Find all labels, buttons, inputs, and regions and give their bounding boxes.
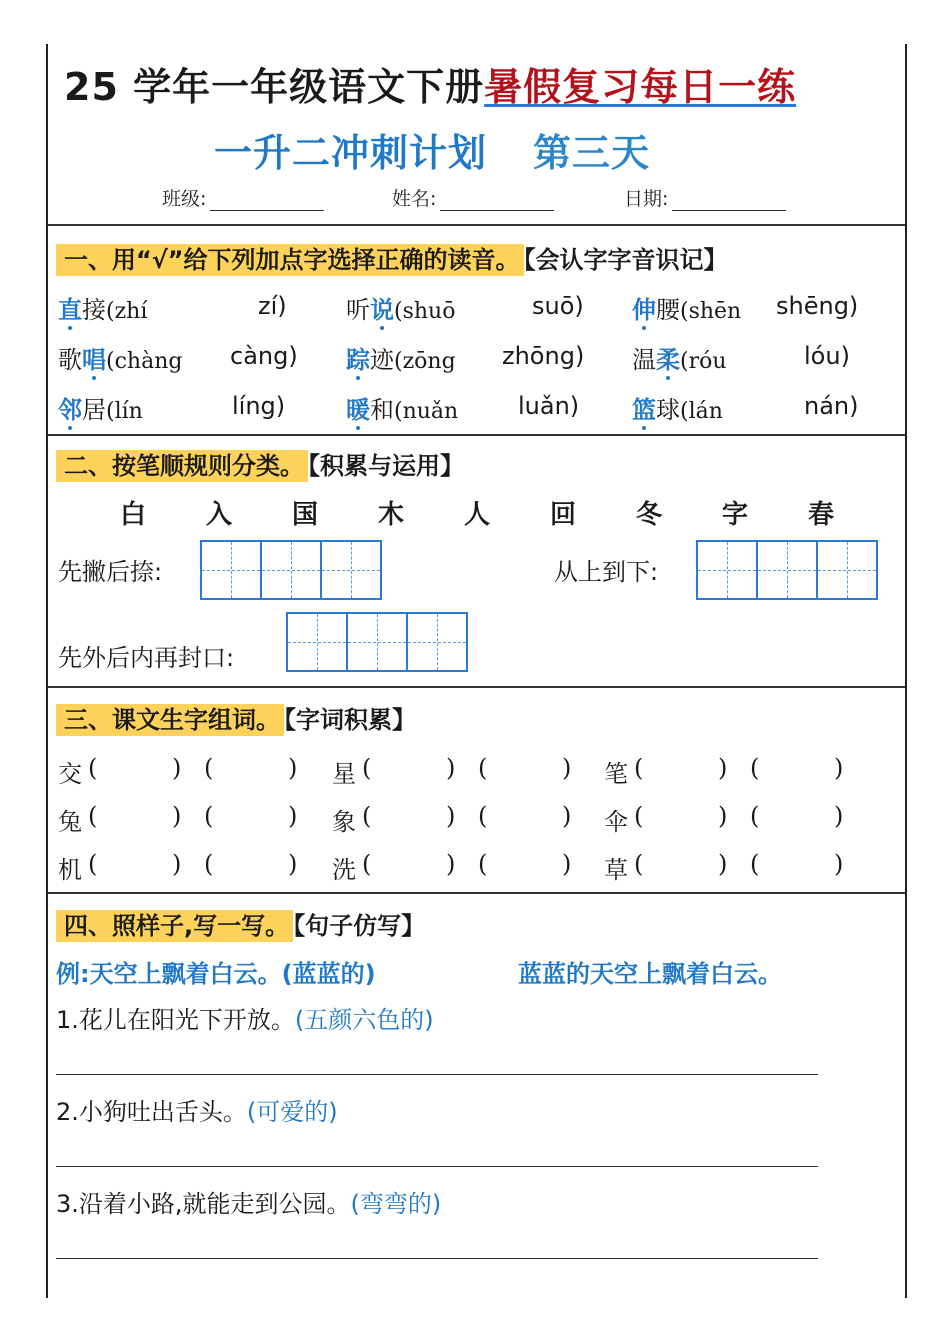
pinyin-option-b[interactable]: nán) — [804, 392, 859, 420]
answer-line-1[interactable] — [56, 1074, 818, 1075]
pinyin-item: 听说(shuō — [346, 296, 456, 324]
word-blank-close: ) — [562, 850, 572, 878]
pinyin-option-b[interactable]: suō) — [532, 292, 584, 320]
word-blank-close: ) — [172, 802, 182, 830]
word-char: 机 — [58, 856, 82, 884]
date-label: 日期: — [624, 188, 669, 210]
plan-name: 一升二冲刺计划 — [214, 131, 488, 175]
example-sentence: 天空上飘着白云。 — [89, 960, 282, 988]
grid-cell[interactable] — [698, 542, 758, 598]
stroke-char: 白 — [120, 500, 147, 530]
word-blank-open[interactable]: ( — [634, 850, 644, 878]
stroke-char: 字 — [722, 500, 749, 530]
pinyin-option-b[interactable]: zí) — [258, 292, 287, 320]
word-char: 交 — [58, 760, 82, 788]
writing-grid-3[interactable] — [286, 612, 468, 672]
word-char: 草 — [604, 856, 628, 884]
stroke-char: 入 — [206, 500, 233, 530]
title-main: 25 学年一年级语文下册 — [64, 65, 485, 109]
section2-tag: 【积累与运用】 — [308, 452, 464, 480]
rule-label-1: 先撇后捺: — [58, 558, 163, 586]
question-text: 2.小狗吐出舌头。 — [56, 1098, 247, 1126]
word-blank-open[interactable]: ( — [478, 850, 488, 878]
pinyin-option-b[interactable]: càng) — [230, 342, 298, 370]
word-blank-open[interactable]: ( — [204, 850, 214, 878]
word-char: 星 — [332, 760, 356, 788]
question-text: 3.沿着小路,就能走到公园。 — [56, 1190, 351, 1218]
grid-cell[interactable] — [758, 542, 818, 598]
example-hint: (蓝蓝的) — [281, 960, 376, 988]
question-3 — [56, 1184, 441, 1219]
section3-title: 三、课文生字组词。 — [56, 704, 284, 736]
pinyin-option-a[interactable]: (shēn — [680, 299, 742, 324]
section1-tag: 【会认字字音识记】 — [523, 246, 728, 274]
section4-title: 四、照样子,写一写。 — [56, 910, 293, 942]
pinyin-item: 篮球(lán — [632, 396, 723, 424]
name-label: 姓名: — [392, 188, 437, 210]
pinyin-item: 直接(zhí — [58, 296, 148, 324]
section2-heading — [56, 446, 464, 481]
day-label: 第三天 — [533, 131, 651, 175]
word-blank-close: ) — [718, 802, 728, 830]
word-blank-close: ) — [446, 850, 456, 878]
writing-grid-1[interactable] — [200, 540, 382, 600]
worksheet-subtitle — [214, 122, 650, 177]
word-blank-open[interactable]: ( — [204, 802, 214, 830]
pinyin-item: 歌唱(chàng — [58, 346, 183, 374]
date-field[interactable] — [624, 184, 786, 211]
pinyin-item: 伸腰(shēn — [632, 296, 742, 324]
word-blank-close: ) — [834, 802, 844, 830]
word-blank-open[interactable]: ( — [88, 802, 98, 830]
answer-line-2[interactable] — [56, 1166, 818, 1167]
word-blank-open[interactable]: ( — [750, 754, 760, 782]
date-blank[interactable] — [672, 192, 786, 211]
pinyin-item: 温柔(róu — [632, 346, 727, 374]
grid-cell[interactable] — [262, 542, 322, 598]
word-blank-open[interactable]: ( — [362, 802, 372, 830]
stroke-char: 冬 — [636, 500, 663, 530]
class-label: 班级: — [162, 188, 207, 210]
section1-title: 一、用“√”给下列加点字选择正确的读音。 — [56, 244, 524, 276]
word-blank-close: ) — [288, 850, 298, 878]
worksheet — [46, 44, 907, 1298]
word-char: 洗 — [332, 856, 356, 884]
word-blank-open[interactable]: ( — [634, 754, 644, 782]
divider — [48, 434, 905, 436]
pinyin-item: 邻居(lín — [58, 396, 143, 424]
word-blank-close: ) — [172, 754, 182, 782]
rule-label-3: 先外后内再封口: — [58, 644, 235, 672]
word-char: 象 — [332, 808, 356, 836]
divider — [48, 892, 905, 894]
grid-cell[interactable] — [322, 542, 380, 598]
pinyin-option-a[interactable]: (lín — [106, 399, 143, 424]
example-label: 例: — [56, 960, 90, 988]
word-blank-open[interactable]: ( — [478, 802, 488, 830]
pinyin-option-a[interactable]: (zhí — [106, 299, 148, 324]
grid-cell[interactable] — [408, 614, 466, 670]
pinyin-option-a[interactable]: (lán — [680, 399, 723, 424]
word-blank-close: ) — [834, 754, 844, 782]
question-hint: (弯弯的) — [350, 1190, 442, 1218]
grid-cell[interactable] — [348, 614, 408, 670]
pinyin-option-b[interactable]: shēng) — [776, 292, 859, 320]
writing-grid-2[interactable] — [696, 540, 878, 600]
word-blank-open[interactable]: ( — [88, 850, 98, 878]
word-blank-close: ) — [446, 754, 456, 782]
word-blank-close: ) — [834, 850, 844, 878]
word-blank-close: ) — [446, 802, 456, 830]
stroke-char: 春 — [808, 500, 835, 530]
stroke-char: 国 — [292, 500, 319, 530]
pinyin-option-a[interactable]: (zōng — [394, 349, 456, 374]
section3-heading — [56, 700, 416, 735]
divider — [48, 686, 905, 688]
question-text: 1.花儿在阳光下开放。 — [56, 1006, 295, 1034]
title-highlight: 暑假复习每日一练 — [484, 65, 797, 109]
grid-cell[interactable] — [818, 542, 876, 598]
word-blank-open[interactable]: ( — [750, 850, 760, 878]
name-blank[interactable] — [440, 192, 554, 211]
grid-cell[interactable] — [288, 614, 348, 670]
pinyin-item: 暖和(nuǎn — [346, 396, 459, 424]
class-field[interactable] — [162, 184, 324, 211]
stroke-char: 木 — [378, 500, 405, 530]
class-blank[interactable] — [210, 192, 324, 211]
word-blank-close: ) — [288, 802, 298, 830]
pinyin-option-a[interactable]: (róu — [680, 349, 727, 374]
section4-heading — [56, 906, 425, 941]
question-hint: (五颜六色的) — [294, 1006, 434, 1034]
section1-heading — [56, 240, 728, 275]
stroke-char: 回 — [550, 500, 577, 530]
example-line — [56, 954, 376, 989]
word-char: 笔 — [604, 760, 628, 788]
pinyin-option-b[interactable]: lóu) — [804, 342, 850, 370]
pinyin-option-b[interactable]: zhōng) — [502, 342, 585, 370]
pinyin-option-a[interactable]: (chàng — [106, 349, 183, 374]
section2-title: 二、按笔顺规则分类。 — [56, 450, 308, 482]
word-blank-open[interactable]: ( — [88, 754, 98, 782]
word-blank-close: ) — [562, 802, 572, 830]
word-blank-close: ) — [718, 754, 728, 782]
word-blank-open[interactable]: ( — [362, 850, 372, 878]
question-hint: (可爱的) — [246, 1098, 338, 1126]
stroke-char: 人 — [464, 500, 491, 530]
pinyin-option-b[interactable]: luǎn) — [518, 392, 580, 420]
word-blank-open[interactable]: ( — [362, 754, 372, 782]
word-blank-close: ) — [562, 754, 572, 782]
pinyin-option-b[interactable]: líng) — [232, 392, 286, 420]
section4-tag: 【句子仿写】 — [293, 912, 426, 940]
answer-line-3[interactable] — [56, 1258, 818, 1259]
word-char: 伞 — [604, 808, 628, 836]
word-blank-close: ) — [172, 850, 182, 878]
worksheet-title — [64, 56, 796, 111]
pinyin-item: 踪迹(zōng — [346, 346, 456, 374]
word-blank-open[interactable]: ( — [750, 802, 760, 830]
word-blank-open[interactable]: ( — [204, 754, 214, 782]
example-answer: 蓝蓝的天空上飘着白云。 — [518, 960, 782, 988]
section3-tag: 【字词积累】 — [284, 706, 416, 734]
divider — [48, 224, 905, 226]
question-2 — [56, 1092, 338, 1127]
word-blank-open[interactable]: ( — [634, 802, 644, 830]
pinyin-option-a[interactable]: (nuǎn — [394, 399, 459, 424]
question-1 — [56, 1000, 434, 1035]
word-char: 兔 — [58, 808, 82, 836]
name-field[interactable] — [392, 184, 554, 211]
word-blank-open[interactable]: ( — [478, 754, 488, 782]
grid-cell[interactable] — [202, 542, 262, 598]
pinyin-option-a[interactable]: (shuō — [394, 299, 456, 324]
rule-label-2: 从上到下: — [554, 558, 659, 586]
word-blank-close: ) — [718, 850, 728, 878]
word-blank-close: ) — [288, 754, 298, 782]
